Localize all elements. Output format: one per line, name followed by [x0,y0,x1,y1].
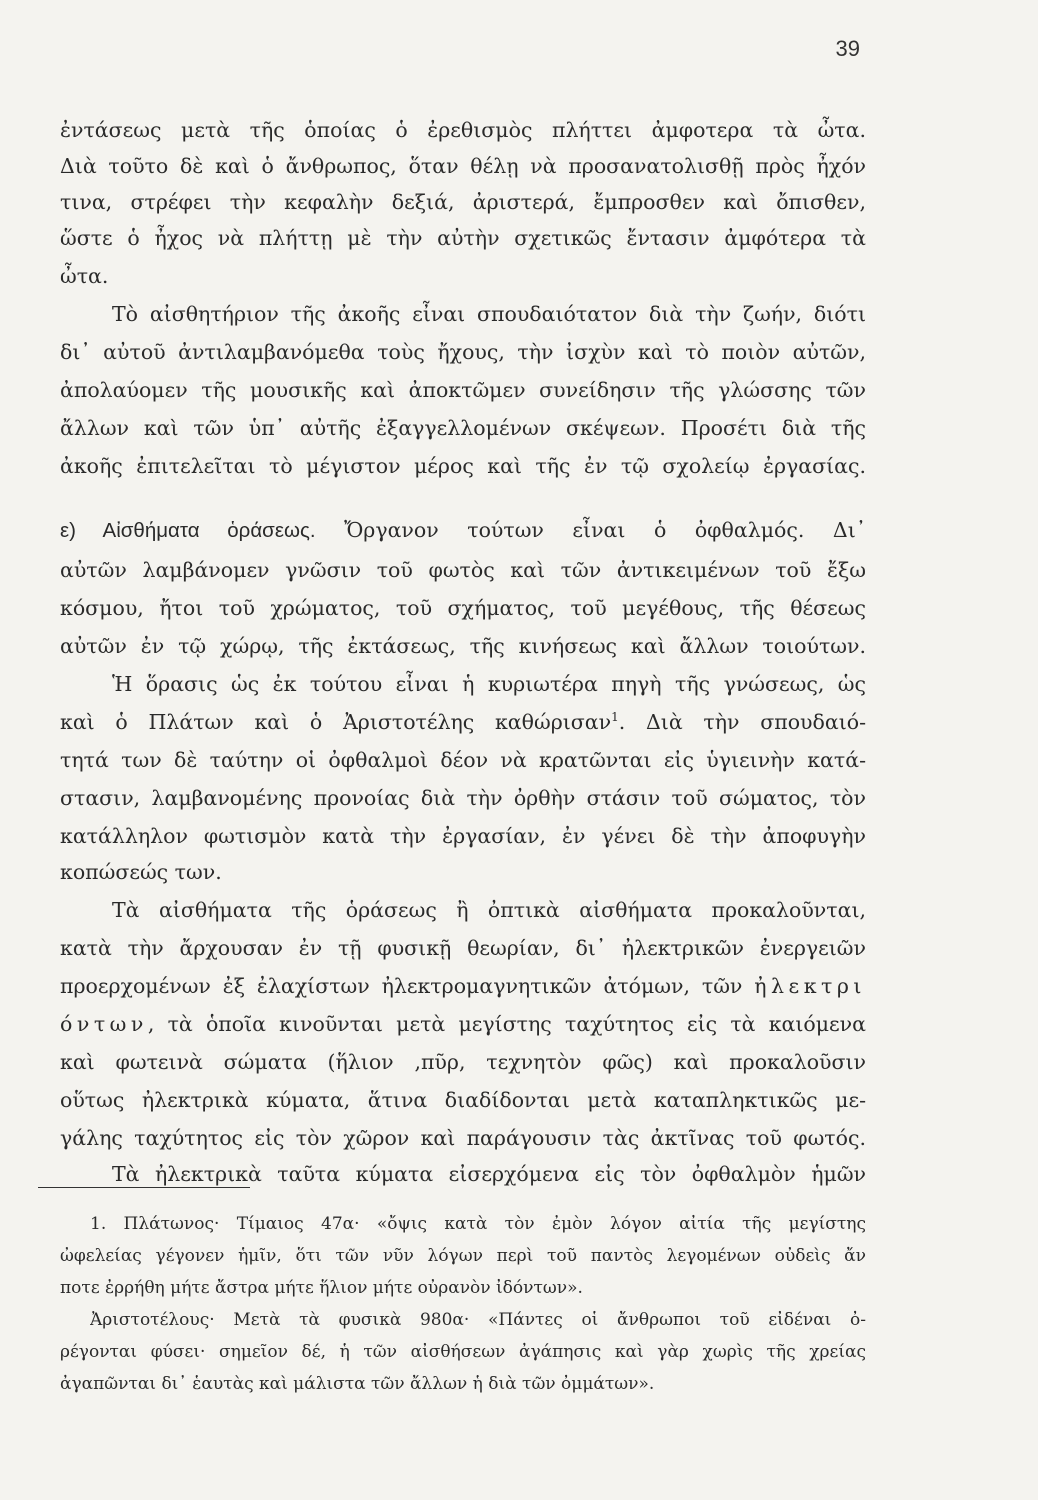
text-segment: καὶ ὁ Πλάτων καὶ ὁ Ἀριστοτέλης καθώρισαν [60,710,612,734]
text-line: κατὰ τὴν ἄρχουσαν ἐν τῇ φυσικῇ θεωρίαν, δι᾽ ἠλεκτρικῶν ἐνεργειῶν [60,936,866,960]
text-line: τινα, στρέφει τὴν κεφαλὴν δεξιά, ἀριστερά, ἔμπροσθεν καὶ ὄπισθεν, [60,190,866,214]
text-line [60,1010,866,1038]
text-segment: προερχομένων ἐξ ἐλαχίστων ἠλεκτρομαγνητικῶν ἀτόμων, τῶν [60,974,743,998]
text-line: ἄλλων καὶ τῶν ὑπ᾽ αὐτῆς ἐξαγγελλομένων σκέψεων. Προσέτι διὰ τῆς [60,416,866,440]
text-line: αὐτῶν λαμβάνομεν γνῶσιν τοῦ φωτὸς καὶ τῶν ἀντικειμένων τοῦ ἔξω [60,558,866,582]
footnote-divider [38,1187,250,1188]
footnote-line: ποτε ἐρρήθη μήτε ἄστρα μήτε ἥλιον μήτε οὐρανὸν ἰδόντων». [60,1278,583,1298]
section-heading-rest: Ὄργανον τούτων εἶναι ὁ ὀφθαλμός. Δι᾽ [344,518,866,542]
text-line: καὶ φωτεινὰ σώματα (ἥλιον ,πῦρ, τεχνητὸν φῶς) καὶ προκαλοῦσιν [60,1050,866,1074]
footnote-line: ρέγονται φύσει· σημεῖον δέ, ἡ τῶν αἰσθήσεων ἀγάπησις καὶ γὰρ χωρὶς τῆς χρείας [60,1342,866,1362]
text-line: δι᾽ αὐτοῦ ἀντιλαμβανόμεθα τοὺς ἤχους, τὴν ἰσχὺν καὶ τὸ ποιὸν αὐτῶν, [60,340,866,364]
text-line: αὐτῶν ἐν τῷ χώρῳ, τῆς ἐκτάσεως, τῆς κινήσεως καὶ ἄλλων τοιούτων. [60,634,866,658]
paragraph-start: Τὰ ἠλεκτρικὰ ταῦτα κύματα εἰσερχόμενα εἰς τὸν ὀφθαλμὸν ἡμῶν [112,1162,866,1186]
text-line: ἀπολαύομεν τῆς μουσικῆς καὶ ἀποκτῶμεν συνείδησιν τῆς γλώσσης τῶν [60,378,866,402]
section-heading-line [60,516,866,545]
text-line: ὥστε ὁ ἦχος νὰ πλήττῃ μὲ τὴν αὐτὴν σχετικῶς ἔντασιν ἀμφότερα τὰ [60,226,866,250]
text-segment: , τὰ ὁποῖα κινοῦνται μετὰ μεγίστης ταχύτητος εἰς τὰ καιόμενα [147,1012,866,1036]
text-line: ὦτα. [60,264,109,288]
text-line: Διὰ τοῦτο δὲ καὶ ὁ ἄνθρωπος, ὅταν θέλῃ νὰ προσανατολισθῇ πρὸς ἦχόν [60,154,866,178]
footnote-reference: 1 [611,710,619,725]
text-line: κατάλληλον φωτισμὸν κατὰ τὴν ἐργασίαν, ἐν γένει δὲ τὴν ἀποφυγὴν [60,824,866,848]
text-segment: . Διὰ τὴν σπουδαιό- [618,710,866,734]
footnote-line: 1. Πλάτωνος· Τίμαιος 47α· «ὄψις κατὰ τὸν ἐμὸν λόγον αἰτία τῆς μεγίστης [90,1214,866,1234]
spaced-word: ἠλεκτρι [754,974,866,998]
page-number: 39 [835,36,860,61]
text-line [60,708,866,736]
paragraph-start: Τὰ αἰσθήματα τῆς ὁράσεως ἢ ὀπτικὰ αἰσθήματα προκαλοῦνται, [112,898,866,922]
footnote-line: ὠφελείας γέγονεν ἡμῖν, ὅτι τῶν νῦν λόγων περὶ τοῦ παντὸς λεγομένων οὐδεὶς ἄν [60,1246,866,1266]
text-line: γάλης ταχύτητος εἰς τὸν χῶρον καὶ παράγουσιν τὰς ἀκτῖνας τοῦ φωτός. [60,1126,866,1150]
footnote-line: ἀγαπῶνται δι᾽ ἑαυτὰς καὶ μάλιστα τῶν ἄλλων ἡ διὰ τῶν ὀμμάτων». [60,1374,655,1394]
text-line: ἐντάσεως μετὰ τῆς ὁποίας ὁ ἐρεθισμὸς πλήττει ἀμφοτερα τὰ ὦτα. [60,118,866,142]
paragraph-start: Ἡ ὅρασις ὡς ἐκ τούτου εἶναι ἡ κυριωτέρα πηγὴ τῆς γνώσεως, ὡς [112,672,866,696]
text-line: ἀκοῆς ἐπιτελεῖται τὸ μέγιστον μέρος καὶ τῆς ἐν τῷ σχολείῳ ἐργασίας. [60,454,866,478]
text-line: οὕτως ἠλεκτρικὰ κύματα, ἅτινα διαδίδονται μετὰ καταπληκτικῶς με- [60,1088,866,1112]
section-label: ε) Αἰσθήματα ὁράσεως. [60,519,316,542]
paragraph-start: Τὸ αἰσθητήριον τῆς ἀκοῆς εἶναι σπουδαιότατον διὰ τὴν ζωήν, διότι [112,302,866,326]
footnote-line: Ἀριστοτέλους· Μετὰ τὰ φυσικὰ 980α· «Πάντες οἱ ἄνθρωποι τοῦ εἰδέναι ὀ- [90,1310,866,1330]
text-line: κόσμου, ἤτοι τοῦ χρώματος, τοῦ σχήματος, τοῦ μεγέθους, τῆς θέσεως [60,596,866,620]
text-line [60,972,866,1000]
text-line: στασιν, λαμβανομένης προνοίας διὰ τὴν ὀρθὴν στάσιν τοῦ σώματος, τὸν [60,786,866,810]
text-line: τητά των δὲ ταύτην οἱ ὀφθαλμοὶ δέον νὰ κρατῶνται εἰς ὑγιεινὴν κατά- [60,748,866,772]
spaced-word: όντων [60,1012,148,1036]
text-line: κοπώσεώς των. [60,860,222,884]
